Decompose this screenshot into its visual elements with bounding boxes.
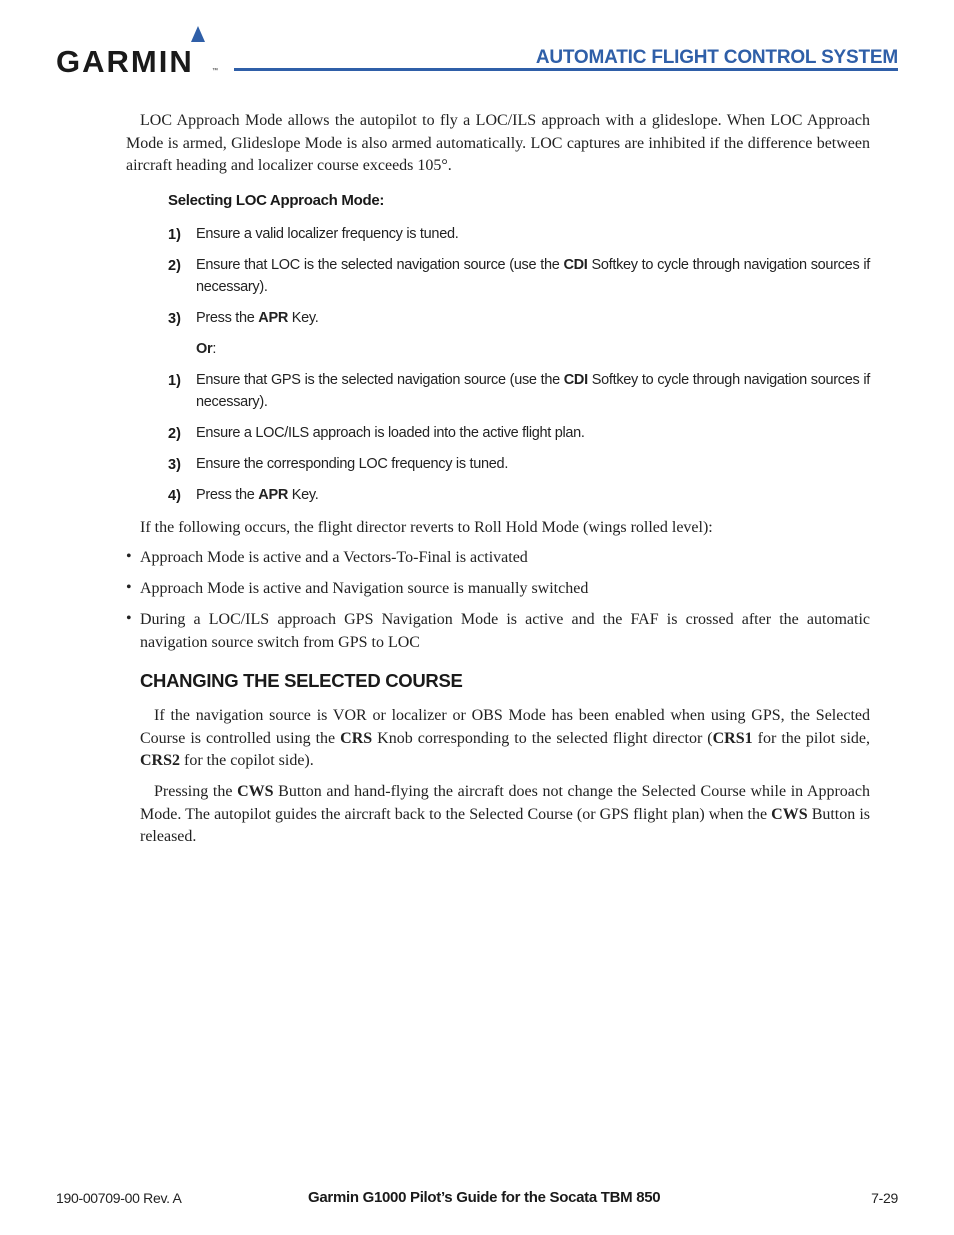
course-paragraph-1: If the navigation source is VOR or localizer or OBS Mode has been enabled when using GPS, the Selected Course is controlled using the CRS Knob corresponding to the selected flight director (CRS1 for the pilot side, CRS2 for the copilot side). [140, 707, 871, 769]
cdi-softkey-label: CDI [563, 372, 588, 388]
step-text: Ensure a valid localizer frequency is tuned. [196, 226, 459, 242]
bullet-text: During a LOC/ILS approach GPS Navigation Mode is active and the FAF is crossed after the automatic navigation source switch from GPS to LOC [140, 611, 870, 651]
step-text: Press the APR Key. [196, 487, 319, 503]
section-title: AUTOMATIC FLIGHT CONTROL SYSTEM [535, 47, 898, 68]
course-section-heading: CHANGING THE SELECTED COURSE [140, 670, 463, 691]
step-number: 1) [168, 373, 181, 389]
step-text: Press the APR Key. [196, 310, 319, 326]
guide-title: Garmin G1000 Pilot’s Guide for the Socata TBM 850 [308, 1189, 661, 1206]
step-number: 3) [168, 457, 181, 473]
bullet-text: Approach Mode is active and Navigation source is manually switched [140, 580, 589, 597]
logo-triangle-icon [191, 26, 205, 42]
cdi-softkey-label: CDI [563, 257, 588, 273]
step-number: 1) [168, 227, 181, 243]
step-number: 2) [168, 426, 181, 442]
course-paragraph-2: Pressing the CWS Button and hand-flying the aircraft does not change the Selected Course while in Approach Mode. The autopilot guides the aircraft back to the Selected Course (or GPS flight plan) when the CWS Button is released. [140, 783, 871, 845]
bullet-dot: • [126, 610, 132, 627]
step-text: Ensure that GPS is the selected navigation source (use the CDI Softkey to cycle through navigation sources if necessary). [196, 372, 870, 410]
brand-name: GARMIN [56, 44, 194, 79]
reversion-lead: If the following occurs, the flight director reverts to Roll Hold Mode (wings rolled level): [140, 519, 713, 536]
apr-key-label: APR [258, 310, 288, 326]
page-number: 7-29 [871, 1190, 898, 1206]
procedure-heading: Selecting LOC Approach Mode: [168, 192, 385, 209]
step-number: 2) [168, 258, 181, 274]
step-text: Ensure the corresponding LOC frequency is tuned. [196, 456, 509, 472]
apr-key-label: APR [258, 487, 288, 503]
crs2-label: CRS2 [140, 752, 181, 769]
step-text: Ensure a LOC/ILS approach is loaded into the active flight plan. [196, 425, 585, 441]
or-label: Or: [196, 341, 217, 357]
crs-knob-label: CRS [340, 729, 373, 747]
crs1-label: CRS1 [712, 729, 753, 747]
cws-button-label: CWS [771, 805, 808, 823]
step-number: 3) [168, 311, 181, 327]
bullet-dot: • [126, 579, 132, 596]
cws-button-label: CWS [237, 783, 274, 800]
intro-paragraph [126, 110, 870, 178]
step-text: Ensure that LOC is the selected navigation source (use the CDI Softkey to cycle through navigation sources if necessary). [196, 257, 870, 295]
bullet-text: Approach Mode is active and a Vectors-To-Final is activated [140, 549, 528, 566]
trademark-symbol: ™ [212, 68, 218, 74]
doc-number: 190-00709-00 Rev. A [56, 1190, 182, 1206]
intro-text: LOC Approach Mode allows the autopilot to fly a LOC/ILS approach with a glideslope. When LOC Approach Mode is armed, Glideslope Mode is also armed automatically. LOC captures are inhibited if the difference between aircraft heading and localizer course exceeds 105°. [126, 112, 870, 174]
bullet-dot: • [126, 548, 132, 565]
garmin-logo [56, 26, 226, 79]
step-number: 4) [168, 488, 181, 504]
